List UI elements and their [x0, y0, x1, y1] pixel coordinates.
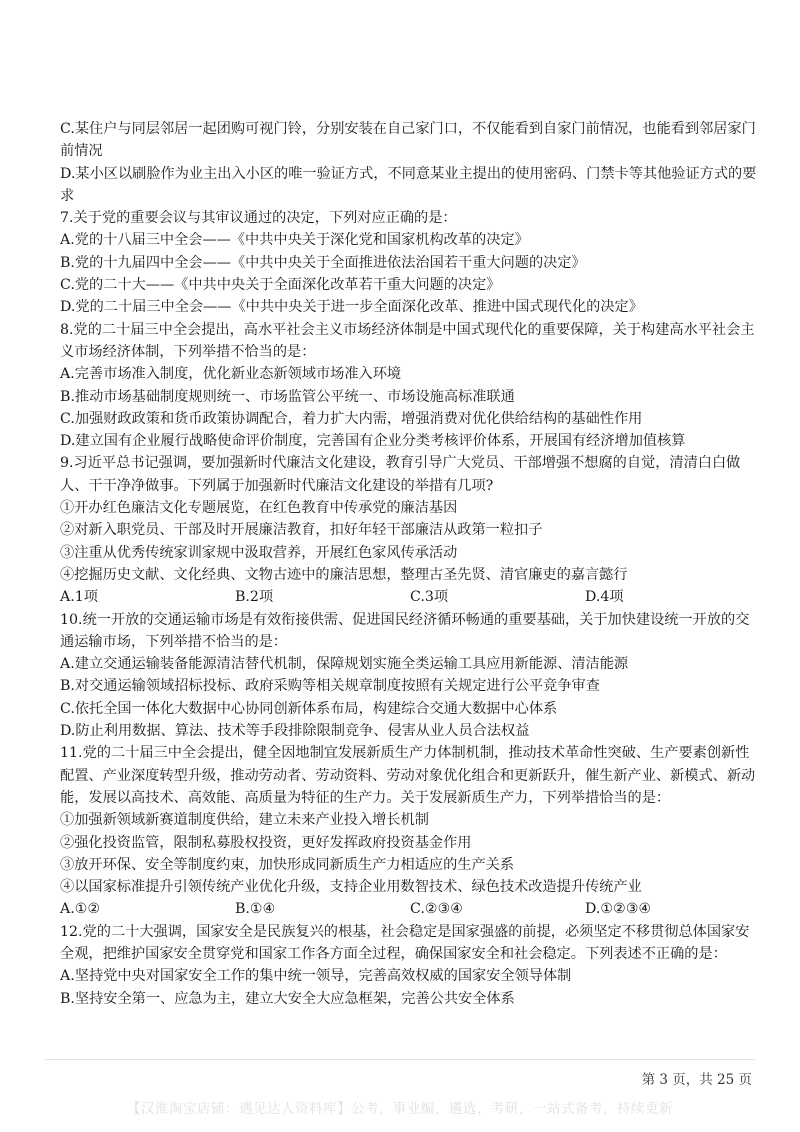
question-7	[60, 207, 760, 318]
q11-option-c: C.②③④	[410, 901, 464, 918]
q12-stem: 12.党的二十大强调，国家安全是民族复兴的根基，社会稳定是国家强盛的前提，必须坚定不移贯彻总体国家安全观，把维护国家安全贯穿党和国家工作各方面全过程，确保国家安全和社会稳定。下列表述不正确的是：	[60, 923, 750, 962]
q9-option-d: D.4项	[585, 589, 624, 606]
q6-option-c: C.某住户与同层邻居一起团购可视门铃，分别安装在自己家门口，不仅能看到自家门前情况，也能看到邻居家门前情况	[60, 121, 756, 160]
q11-item-2: ②强化投资监管，限制私募股权投资，更好发挥政府投资基金作用	[60, 834, 472, 851]
q8-stem: 8.党的二十届三中全会提出，高水平社会主义市场经济体制是中国式现代化的重要保障，关于构建高水平社会主义市场经济体制，下列举措不恰当的是：	[60, 321, 755, 360]
q11-item-4: ④以国家标准提升引领传统产业优化升级，支持企业用数智技术、绿色技术改造提升传统产业	[60, 879, 642, 896]
q8-option-d: D.建立国有企业履行战略使命评价制度，完善国有企业分类考核评价体系，开展国有经济增加值核算	[60, 433, 686, 450]
footer-divider	[45, 1059, 755, 1060]
q9-item-2: ②对新入职党员、干部及时开展廉洁教育，扣好年轻干部廉洁从政第一粒扣子	[60, 522, 543, 539]
q10-option-b: B.对交通运输领域招标投标、政府采购等相关规章制度按照有关规定进行公平竞争审查	[60, 678, 600, 695]
q7-option-a: A.党的十八届三中全会——《中共中央关于深化党和国家机构改革的决定》	[60, 232, 529, 249]
question-10	[60, 609, 760, 743]
q11-option-a: A.①②	[60, 901, 101, 918]
q11-stem: 11.党的二十届三中全会提出，健全因地制宜发展新质生产力体制机制，推动技术革命性突破、生产要素创新性配置、产业深度转型升级，推动劳动者、劳动资料、劳动对象优化组合和更新跃升，催生新产业、新模式、新动能，发展以高技术、高效能、高质量为特征的生产力。关于发展新质生产力，下列举措恰当的是：	[60, 745, 756, 806]
q9-item-1: ①开办红色廉洁文化专题展览，在红色教育中传承党的廉洁基因	[60, 500, 458, 517]
watermark-text: 【汉淮淘宝店铺：遇见达人资料库】公考，事业编，遴选，考研，一站式备考，持续更新	[127, 1101, 673, 1117]
q9-option-a: A.1项	[60, 589, 98, 606]
q10-option-d: D.防止利用数据、算法、技术等手段排除限制竞争、侵害从业人员合法权益	[60, 723, 530, 740]
q9-item-4: ④挖掘历史文献、文化经典、文物古迹中的廉洁思想，整理古圣先贤、清官廉吏的嘉言懿行	[60, 566, 628, 583]
question-11	[60, 742, 760, 920]
q7-option-d: D.党的二十届三中全会——《中共中央关于进一步全面深化改革、推进中国式现代化的决定》	[60, 299, 643, 316]
q7-option-c: C.党的二十大——《中共中央关于全面深化改革若干重大问题的决定》	[60, 277, 501, 294]
q10-option-c: C.依托全国一体化大数据中心协同创新体系布局，构建综合交通大数据中心体系	[60, 700, 558, 717]
question-6-tail	[60, 118, 760, 207]
exam-page-body	[60, 118, 760, 1010]
q6-option-d: D.某小区以刷脸作为业主出入小区的唯一验证方式，不同意某业主提出的使用密码、门禁卡等其他验证方式的要求	[60, 165, 757, 204]
q11-item-3: ③放开环保、安全等制度约束，加快形成同新质生产力相适应的生产关系	[60, 856, 515, 873]
q10-stem: 10.统一开放的交通运输市场是有效衔接供需、促进国民经济循环畅通的重要基础，关于加快建设统一开放的交通运输市场，下列举措不恰当的是：	[60, 611, 750, 650]
q7-option-b: B.党的十九届四中全会——《中共中央关于全面推进依法治国若干重大问题的决定》	[60, 254, 586, 271]
q11-option-b: B.①④	[235, 901, 276, 918]
q9-option-b: B.2项	[235, 589, 274, 606]
q12-option-a: A.坚持党中央对国家安全工作的集中统一领导，完善高效权威的国家安全领导体制	[60, 968, 572, 985]
q9-item-3: ③注重从优秀传统家训家规中汲取营养，开展红色家风传承活动	[60, 544, 458, 561]
q11-option-d: D.①②③④	[585, 901, 652, 918]
q10-option-a: A.建立交通运输装备能源清洁替代机制，保障规划实施全类运输工具应用新能源、清洁能源	[60, 656, 629, 673]
page-number: 第 3 页，共 25 页	[641, 1072, 752, 1088]
q8-option-c: C.加强财政政策和货币政策协调配合，着力扩大内需，增强消费对优化供给结构的基础性作用	[60, 410, 643, 427]
question-9	[60, 452, 760, 608]
q11-item-1: ①加强新领域新赛道制度供给，建立未来产业投入增长机制	[60, 812, 429, 829]
question-12	[60, 921, 760, 1010]
q8-option-a: A.完善市场准入制度，优化新业态新领域市场准入环境	[60, 366, 402, 383]
q11-options	[60, 898, 760, 920]
q9-stem: 9.习近平总书记强调，要加强新时代廉洁文化建设，教育引导广大党员、干部增强不想腐的自觉，清清白白做人、干干净净做事。下列属于加强新时代廉洁文化建设的举措有几项?	[60, 455, 741, 494]
q9-option-c: C.3项	[410, 589, 449, 606]
question-8	[60, 319, 760, 453]
q7-stem: 7.关于党的重要会议与其审议通过的决定，下列对应正确的是：	[60, 210, 457, 227]
q8-option-b: B.推动市场基础制度规则统一、市场监管公平统一、市场设施高标准联通	[60, 388, 515, 405]
q12-option-b: B.坚持安全第一、应急为主，建立大安全大应急框架，完善公共安全体系	[60, 990, 515, 1007]
q9-options	[60, 586, 760, 608]
